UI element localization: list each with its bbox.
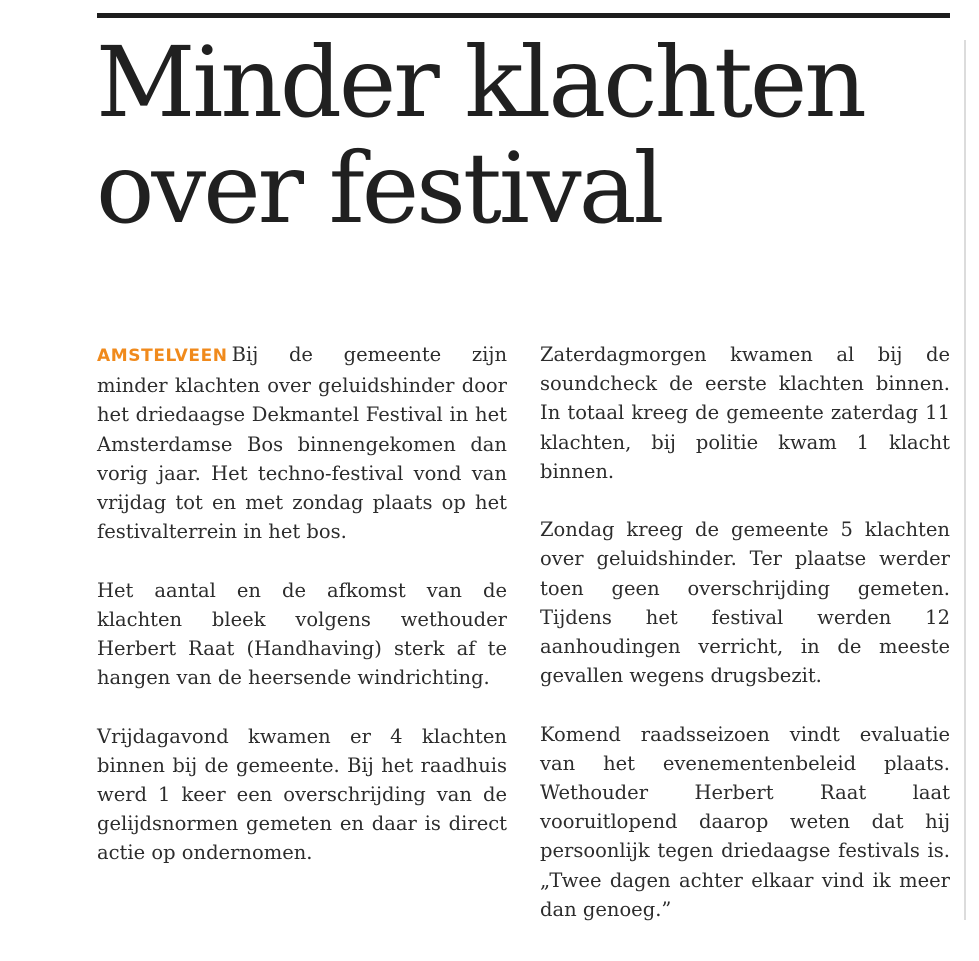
- right-column: [540, 340, 950, 953]
- article-paragraph: Het aantal en de afkomst van de klachten bleek volgens wethouder Herbert Raat (Handhaving) sterk af te hangen van de heersende windrichting.: [97, 578, 507, 690]
- article-paragraph: Zaterdagmorgen kwamen al bij de soundcheck de eerste klachten binnen. In totaal kreeg de gemeente zaterdag 11 klachten, bij politie kwam 1 klacht binnen.: [540, 343, 950, 483]
- article-paragraph: [97, 340, 507, 546]
- left-column: [97, 340, 507, 897]
- top-rule: [97, 13, 950, 18]
- headline: Minder klachten over festival: [96, 26, 864, 245]
- paragraph-text: Bij de gemeente zijn minder klachten over geluidshinder door het driedaagse Dekmantel Festival in het Amsterdamse Bos binnengekomen dan vorig jaar. Het techno-festival vond van vrijdag tot en met zondag plaats op het festivalterrein in het bos.: [97, 343, 507, 544]
- article-paragraph: Vrijdagavond kwamen er 4 klachten binnen bij de gemeente. Bij het raadhuis werd 1 keer een overschrijding van de gelijdsnormen gemeten en daar is direct actie op ondernomen.: [97, 724, 507, 865]
- dateline: AMSTELVEEN: [97, 346, 228, 366]
- article-paragraph: Zondag kreeg de gemeente 5 klachten over geluidshinder. Ter plaatse werder toen geen overschrijding gemeten. Tijdens het festival werden 12 aanhoudingen verricht, in de meeste gevallen wegens drugsbezit.: [540, 518, 950, 688]
- page-edge-line: [964, 40, 966, 920]
- article-paragraph: Komend raadsseizoen vindt evaluatie van het evenementenbeleid plaats. Wethouder Herbert Raat laat vooruitlopend daarop weten dat hij persoonlijk tegen driedaagse festivals is. „Twee dagen achter elkaar vind ik meer dan genoeg.”: [540, 722, 950, 921]
